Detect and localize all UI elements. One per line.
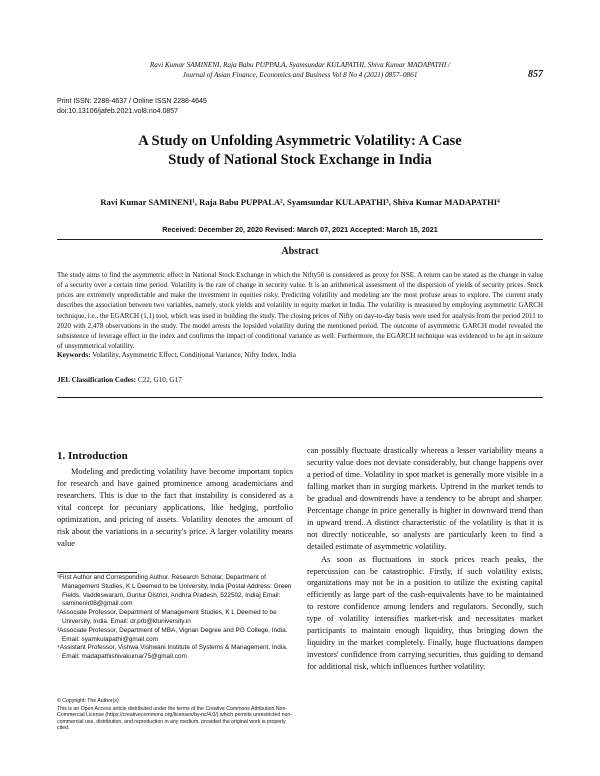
footnote-4: ⁴Assistant Professor, Vishwa Vishwani Institute of Systems & Management, India. Email: madapathishivakumar75@gmail.com: [57, 644, 288, 661]
issn-line: Print ISSN: 2288-4637 / Online ISSN 2288-4645: [57, 98, 207, 105]
intro-paragraph-1: Modeling and predicting volatility have become important topics for research and have gained prominence among academicians and researchers. This is due to the fact that instability is considered as a vital concept for pecuniary applications, like hedging, portfolio optimization, and pricing of assets. Volatility denotes the amount of risk about the variations in a security's price. A larger volatility means value: [57, 467, 293, 548]
abstract-text: The study aims to find the asymmetric effect in National Stock Exchange in which the Nifty50 is considered as proxy for NSE. A return can be stated as the change in value of a security over a certain time period. Volatility is the rate of change in security value. It is an arithmetical assessment of the dispersion of yields of security prices. Stock prices are extremely unpredictable and make the investment in equities risky. Predicting volatility and modeling are the most profuse areas to explore. The current study describes the association between two variables, namely, stock yields and volatility in equity market in India. The volatility is measured by employing asymmetric GARCH technique, i.e., the EGARCH (1,1) tool, which was used in building the study. The closing prices of Nifty on day-to-day basis were used for analysis from the period 2011 to 2020 with 2,478 observations in the study. The model arrests the lopsided volatility during the mentioned period. The outcome of asymmetric GARCH model revealed the subsistence of leverage effect in the index and confirms the impact of conditional variance as well. Furthermore, the EGARCH technique was evidenced to be apt in seizure of unsymmetrical volatility.: [57, 271, 543, 351]
keywords-label: Keywords:: [57, 351, 91, 359]
intro-left-column: [57, 466, 293, 550]
jel-codes-line: [57, 376, 543, 384]
footnote-rule: [57, 572, 137, 573]
doi-link[interactable]: doi:10.13106/jafeb.2021.vol8.no4.0857: [57, 108, 179, 115]
running-header-journal: Journal of Asian Finance, Economics and Business Vol 8 No 4 (2021) 0857–0861: [182, 71, 418, 79]
intro-paragraph-2: As soon as fluctuations in stock prices reach peaks, the repercussion can be catastrophic. Firstly, if such volatility exists, organizations may not be in a position to utilize the existing capital efficiently as large part of the cash-equivalents have to be maintained to restore confidence among lenders and regulators. Secondly, such type of volatility intensifies market-risk and necessitates market participants to maintain enough liquidity, thus bringing down the liquidity in the market completely. Finally, huge fluctuations dampen investors' confidence from carrying securities, thus guiding to demand for additional risk, which influences further volatility.: [307, 554, 543, 672]
footnotes: [57, 574, 293, 662]
paper-title-line2: Study of National Stock Exchange in India: [168, 152, 432, 168]
copyright-notice: [57, 698, 293, 732]
footnote-1: ¹First Author and Corresponding Author. Research Scholar, Department of Management Studies, K L Deemed to be University, India [Postal Address: Green Fields, Vaddeswaram, Guntur District, Andhra Pradesh, 522502, India] Email: saminenir08@gmail.com: [57, 574, 292, 608]
abstract-heading: Abstract: [281, 246, 319, 257]
abstract-bottom-rule: [57, 397, 543, 398]
footnote-3: ³Associate Professor, Department of MBA, Vignan Degree and PG College, India. Email: syamkulapathi@gmail.com: [57, 626, 288, 643]
intro-right-column: [307, 445, 543, 673]
paper-title-line1: A Study on Unfolding Asymmetric Volatility: A Case: [138, 133, 462, 149]
jel-text: C22, G10, G17: [136, 376, 182, 384]
submission-dates: Received: December 20, 2020 Revised: March 07, 2021 Accepted: March 15, 2021: [162, 225, 438, 234]
paper-title: [60, 132, 540, 170]
keywords-line: [57, 351, 543, 359]
running-header: [0, 60, 600, 80]
license-text: This is an Open Access article distributed under the terms of the Creative Commons Attribution Non-Commercial License (https://creativecommons.org/licenses/by-nc/4.0/) which permits unrestricted non-commercial use, distribution, and reproduction in any medium, provided the original work is properly cited.: [57, 705, 292, 732]
abstract-top-rule: [57, 239, 543, 240]
page-number: 857: [528, 69, 543, 80]
intro-paragraph-1-continued: can possibly fluctuate drastically whereas a lesser variability means a security value does not deviate considerably, but change happens over a period of time. Volatility in spot market is generally more visible in a falling market than in surging markets. Uptrend in the market tends to be gradual and downtrends have a tendency to be abrupt and sharper. Percentage change in price generally is higher in downward trend than in upward trend. A distinct characteristic of the volatility is that it is not directly noticeable, so analysts are particularly keen to find a detailed estimate of asymmetric volatility.: [307, 446, 543, 551]
jel-label: JEL Classification Codes:: [57, 376, 137, 384]
footnote-2: ²Associate Professor, Department of Management Studies, K L Deemed to be University, India. Email: dr.prb@kluniversity.in: [57, 609, 277, 625]
running-header-authors: Ravi Kumar SAMINENI, Raja Babu PUPPALA, Syamsundar KULAPATHI, Shiva Kumar MADAPATHI /: [149, 61, 451, 69]
author-list: Ravi Kumar SAMINENI¹, Raja Babu PUPPALA², Syamsundar KULAPATHI³, Shiva Kumar MADAPATHI⁴: [100, 197, 500, 207]
copyright-line: © Copyright: The Author(s): [57, 698, 119, 704]
keywords-text: Volatility, Asymmetric Effect, Conditional Variance, Nifty Index, India: [90, 351, 296, 359]
section-heading-introduction: 1. Introduction: [57, 450, 128, 462]
